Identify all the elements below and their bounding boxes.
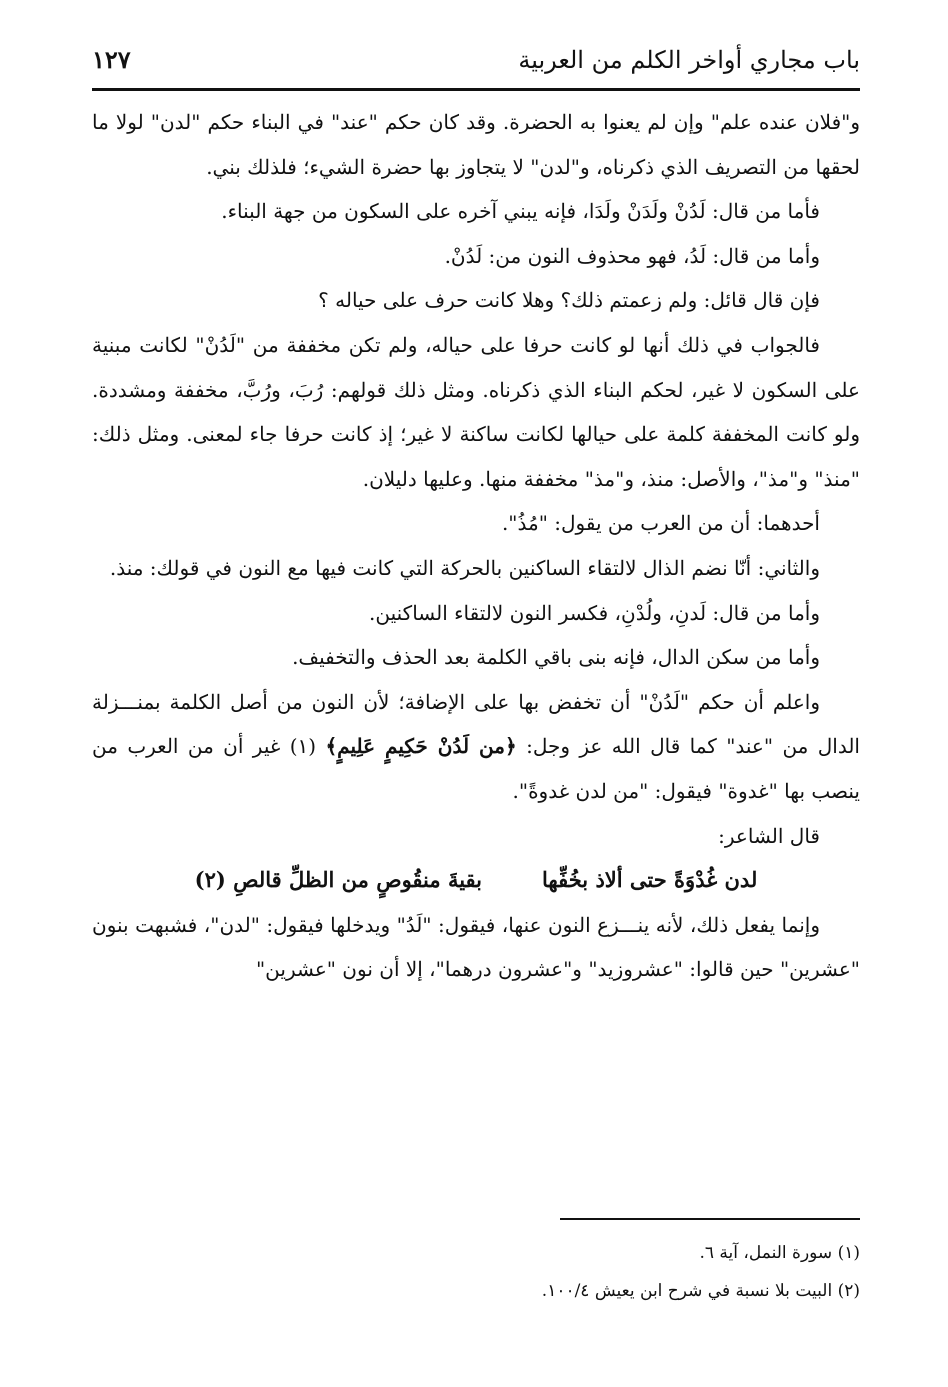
paragraph: فالجواب في ذلك أنها لو كانت حرفا على حياله، ولم تكن مخففة من "لَدُنْ" لكانت مبنية على السكون لا غير، لحكم البناء الذي ذكرناه. ومثل ذلك قولهم: رُبَ، ورُبَّ، مخففة ومشددة. ولو كانت المخففة كلمة على حيالها لكانت ساكنة لا غير؛ إذ كانت حرفا جاء لمعنى. ومثل ذلك: "منذ" و"مذ"، والأصل: منذ، و"مذ" مخففة منها. وعليها دليلان. bbox=[92, 332, 860, 491]
paragraph: أحدهما: أن من العرب من يقول: "مُذُ". bbox=[501, 511, 820, 536]
paragraph: فأما من قال: لَدُنْ ولَدَنْ ولَدَا، فإنه يبني آخره على السكون من جهة البناء. bbox=[221, 199, 820, 224]
footnote: (١) سورة النمل، آية ٦. bbox=[699, 1243, 860, 1263]
quran-verse: ﴿من لَدُنْ حَكِيمٍ عَلِيمٍ﴾ bbox=[325, 734, 517, 759]
header-rule bbox=[92, 88, 860, 91]
footnotes bbox=[92, 1234, 860, 1310]
poem-hemistich-left: بقيةَ منقُوصٍ من الظلِّ قالصِ (٢) bbox=[194, 867, 483, 893]
paragraph-text: (١) غير أن من العرب من ينصب بها "غدوة" فيقول: "من لدن غدوةً". bbox=[92, 734, 860, 803]
main-text bbox=[92, 100, 860, 992]
paragraph-text: واعلم أن حكم "لَدُنْ" أن تخفض بها على الإضافة؛ لأن النون من أصل الكلمة بمنـــزلة الدال من "عند" كما قال الله عز وجل: bbox=[92, 689, 860, 759]
paragraph: وأما من سكن الدال، فإنه بنى باقي الكلمة بعد الحذف والتخفيف. bbox=[292, 645, 820, 670]
poem-line bbox=[92, 858, 860, 903]
paragraph: وأما من قال: لَدُ، فهو محذوف النون من: لَدُنْ. bbox=[444, 243, 820, 268]
page-header bbox=[92, 36, 860, 88]
paragraph: قال الشاعر: bbox=[718, 823, 820, 848]
paragraph: وإنما يفعل ذلك، لأنه ينـــزع النون عنها، فيقول: "لَدُ" ويدخلها فيقول: "لدن"، فشبهت بنون "عشرين" حين قالوا: "عشروزيد" و"عشرون درهما"، إلا أن نون "عشرين" bbox=[92, 912, 860, 982]
paragraph: والثاني: أنّا نضم الذال لالتقاء الساكنين بالحركة التي كانت فيها مع النون في قولك: منذ. bbox=[109, 555, 820, 580]
footnote-rule bbox=[560, 1218, 860, 1220]
paragraph bbox=[92, 680, 860, 814]
footnote: (٢) البيت بلا نسبة في شرح ابن يعيش ١٠٠/٤. bbox=[541, 1281, 860, 1301]
page-number: ١٢٧ bbox=[92, 45, 131, 74]
paragraph: وأما من قال: لَدنِ، ولُدْنِ، فكسر النون لالتقاء الساكنين. bbox=[369, 600, 820, 625]
running-title: باب مجاري أواخر الكلم من العربية bbox=[518, 46, 860, 74]
poem-hemistich-right: لدن غُدْوَةً حتى ألاذ بخُفِّها bbox=[542, 867, 758, 893]
paragraph: و"فلان عنده علم" وإن لم يعنوا به الحضرة. وقد كان حكم "عند" في البناء حكم "لدن" لولا ما لحقها من التصريف الذي ذكرناه، و"لدن" لا يتجاوز بها حضرة الشيء؛ فلذلك بني. bbox=[92, 110, 860, 179]
paragraph: فإن قال قائل: ولم زعمتم ذلك؟ وهلا كانت حرف على حياله ؟ bbox=[318, 288, 820, 313]
